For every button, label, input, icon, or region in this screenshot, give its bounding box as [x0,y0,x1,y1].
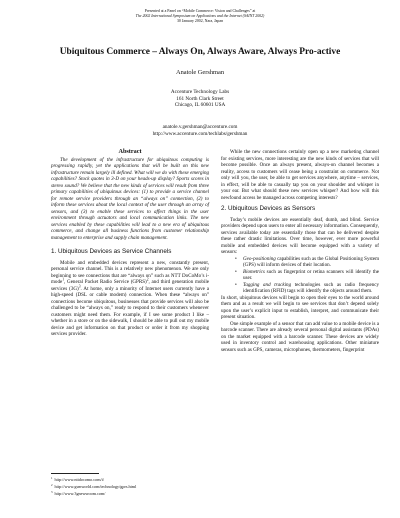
footnote-ref: 2 [146,277,149,282]
abstract-heading: Abstract [118,148,142,155]
paper-title: Ubiquitous Commerce – Always On, Always Aware, Always Pro-active [59,47,341,57]
section-2-paragraph: Today’s mobile devices are essentially deaf, dumb, and blind. Service providers depend upon users to enter all necessary information. Consequently, services available today are essentially those that can be delivered despite these rather drastic limitations. Over time, however, ever more powerful mobile and embedded devices will become equipped with a variety of sensors: [221,216,379,255]
footnote-mark: 1 [51,475,53,480]
conference-note-line: 30 January 2002, Nara, Japan [176,18,224,23]
section-1-paragraph [51,260,209,338]
footnote [51,483,209,490]
list-item-term: Biometrics [243,268,265,275]
sensor-list [221,256,379,295]
abstract-text: The development of the infrastructure for ubiquitous computing is progressing rapidly, yet the applications that will be built on this new infrastructure remain largely ill defined. What will we do with these emerging capabilities? Stock quotes in 3-D on your heads-up display? Sports scores in stereo sound? We believe that the new kinds of services will result from three primary capabilities of ubiquitous devices: (1) to provide a service channel for remote service providers through an “always on” connection, (2) to inform these services about the local context of the user through an array of sensors, and (3) to enable these services to affect things in the user environment through actuators and local communication links. The new services enabled by these capabilities will lead to a new era of ubiquitous commerce, and change all business functions from customer relationship management to enterprise and supply chain management. [51,156,209,241]
author-url: http://www.accenture.com/techlabs/gershman [152,130,248,137]
footnotes [51,476,209,497]
footnote-ref: 1 [62,277,65,282]
list-item-term: Geo-positioning [243,255,276,262]
section-1-paragraph-2: While the new connections certainly open up a new marketing channel for existing services, more interesting are the new kinds of services that will become possible. Once an always present, always-on channel becomes a reality, access to customers will cease being a constraint on commerce. Not only will you, the user, be able to get services anywhere, anytime – services, in effect, will be able to casually tap you on your shoulder and whisper in your ear. But what should these new services whisper? And how will this newfound access be managed across competing interests? [221,149,379,201]
author-contact [0,124,400,137]
footnote-link[interactable]: http://www.3gnewsroom.com/ [54,491,106,496]
list-item-text: capabilities such as the Global Positioning System (GPS) will inform devices of their location. [243,255,379,268]
list-item [243,256,379,269]
footnote-link[interactable]: http://www.gsmworld.com/technology/gprs.html [54,484,137,489]
conference-note [0,9,400,23]
list-item-term: Tagging and tracking [243,281,292,288]
section-2-paragraph-2: In short, ubiquitous devices will begin to open their eyes to the world around them and as a result we will begin to see services that don’t depend solely upon the user’s explicit input to establish, interpret, and communicate their present situation. [221,294,379,320]
section-1-heading: 1. Ubiquitous Devices as Service Channels [51,248,172,255]
affiliation-line: 161 North Clark Street [176,95,224,102]
section-2-heading: 2. Ubiquitous Devices as Sensors [221,205,316,212]
author-affiliation [0,89,400,109]
conference-note-line: The 2002 International Symposium on Applications and the Internet (SAINT 2002) [135,13,265,18]
footnote-ref: 3 [78,283,81,288]
footnote-rule [51,473,99,474]
left-column [51,149,209,338]
affiliation-line: Chicago, IL 60601 USA [174,102,226,109]
list-item-text: such as fingerprint or retina scanners will identify the user. [243,268,379,281]
footnote [51,476,209,483]
footnote-mark: 3 [51,489,53,494]
paragraph-text: . At home, only a minority of Internet users currently have a high-speed (DSL or cable modem) connection. When these “always on” connections become ubiquitous, businesses that provide services will also be challenged to be “always on,” ready to respond to their customers whenever customers might need them. For example, if I see some product I like – whether in a store or on the sidewalk, I should be able to pull out my mobile device and get information on that product or order it from my shopping services provider. [51,285,210,337]
author-name: Anatole Gershman [175,69,225,76]
list-item-text: technologies such as radio frequency identification (RFID) tags will identify the objects around them. [243,281,379,294]
paragraph-text: Mobile and embedded devices represent a new, constantly present, personal service channel. This is a relatively new phenomenon. We are only beginning to see connections that are “always on” such as NTT DoCoMo’s i-mode [51,259,209,285]
footnote-mark: 2 [51,482,53,487]
paragraph-text: , General Packet Radio Service (GPRS) [64,279,147,285]
conference-note-line: Presented at a Panel on “Mobile Commerce: Vision and Challenges” at [144,9,256,13]
list-item [243,269,379,282]
affiliation-line: Accenture Technology Labs [170,89,230,95]
right-column [221,149,379,353]
author-email: anatole.v.gershman@accenture.com [162,124,238,130]
paragraph-text: , and third generation mobile services (3G) [51,279,210,292]
footnote-link[interactable]: http://www.nttdocomo.com/i/ [54,477,105,482]
list-item [243,282,379,295]
section-2-paragraph-3: One simple example of a sensor that can add value to a mobile device is a barcode scanner. There are already several personal digital assistants (PDAs) on the market equipped with a barcode scanner. These devices are widely used in inventory control and warehousing applications. Other miniature sensors such as GPS, cameras, microphones, thermometers, fingerprint [221,320,379,353]
footnote [51,490,209,497]
